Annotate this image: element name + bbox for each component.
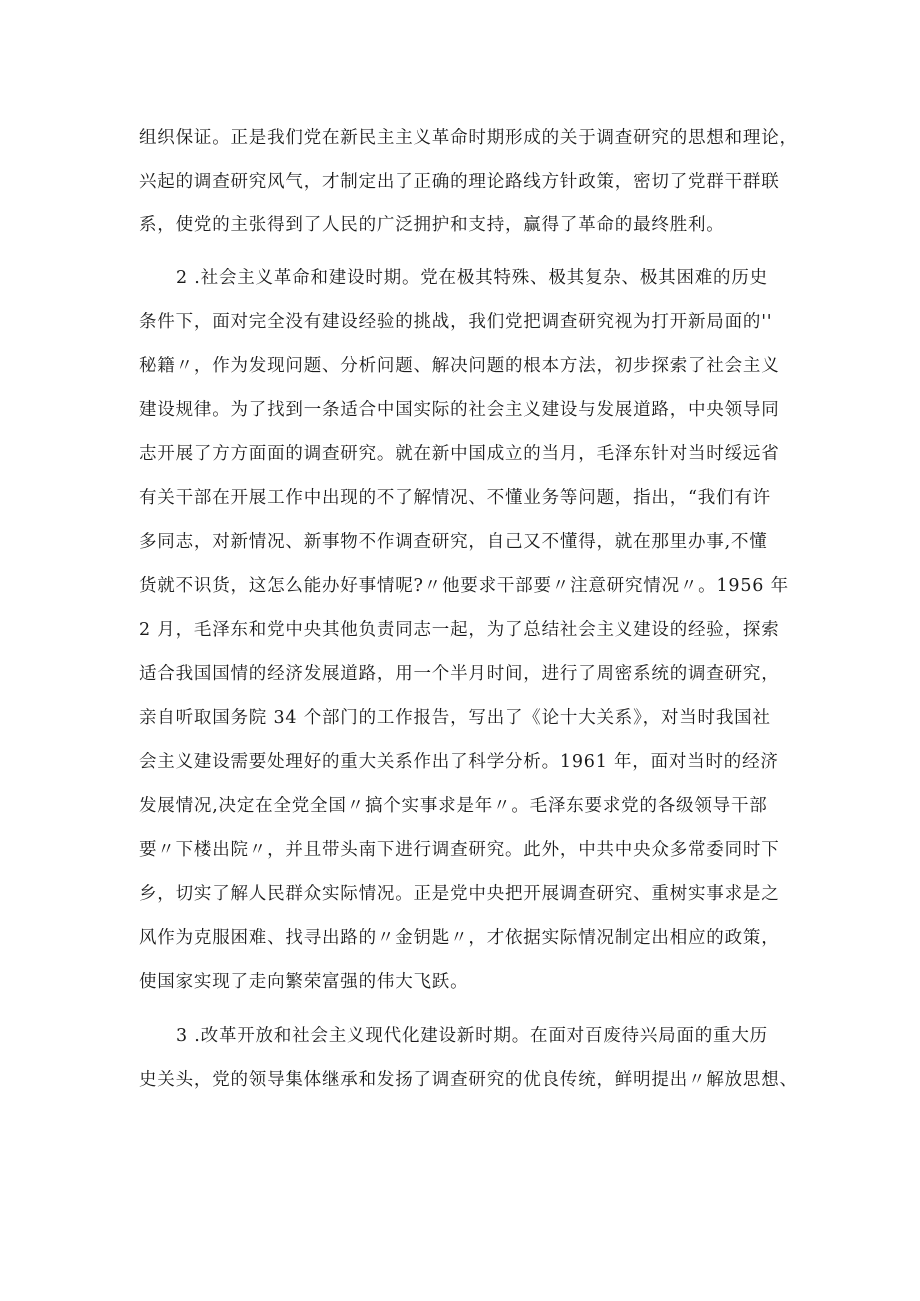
text-line: 组织保证。正是我们党在新民主主义革命时期形成的关于调查研究的思想和理论， [139,128,798,148]
text-line: 有关干部在开展工作中出现的不了解情况、不懂业务等问题，指出，“我们有许 [139,488,771,508]
text-line: 秘籍〃，作为发现问题、分析问题、解决问题的根本方法，初步探索了社会主义 [139,356,780,376]
paragraph-start-line: 2 .社会主义革命和建设时期。党在极其特殊、极其复杂、极其困难的历史 [176,268,768,288]
text-line: 会主义建设需要处理好的重大关系作出了科学分析。1961 年，面对当时的经济 [139,752,779,772]
text-line: 亲自听取国务院 34 个部门的工作报告，写出了《论十大关系》，对当时我国社 [139,708,771,728]
text-line: 货就不识货，这怎么能办好事情呢?〃他要求干部要〃注意研究情况〃。1956 年 [139,576,789,596]
text-line: 兴起的调查研究风气，才制定出了正确的理论路线方针政策，密切了党群干群联 [139,172,780,192]
text-line: 要〃下楼出院〃，并且带头南下进行调查研究。此外，中共中央众多常委同时下 [139,840,780,860]
text-line: 系，使党的主张得到了人民的广泛拥护和支持，赢得了革命的最终胜利。 [139,215,725,235]
text-line: 多同志，对新情况、新事物不作调查研究，自己又不懂得，就在那里办事,不懂 [139,532,768,552]
text-line: 条件下，面对完全没有建设经验的挑战，我们党把调查研究视为打开新局面的'' [139,312,773,332]
text-line: 适合我国国情的经济发展道路，用一个半月时间，进行了周密系统的调查研究， [139,664,780,684]
text-line: 发展情况,决定在全党全国〃搞个实事求是年〃。毛泽东要求党的各级领导干部 [139,796,768,816]
text-line: 志开展了方方面面的调查研究。就在新中国成立的当月，毛泽东针对当时绥远省 [139,444,780,464]
text-line: 使国家实现了走向繁荣富强的伟大飞跃。 [139,972,469,992]
text-line: 建设规律。为了找到一条适合中国实际的社会主义建设与发展道路，中央领导同 [139,400,780,420]
text-line: 2 月，毛泽东和党中央其他负责同志一起，为了总结社会主义建设的经验，探索 [139,620,780,640]
text-line: 乡，切实了解人民群众实际情况。正是党中央把开展调查研究、重树实事求是之 [139,884,780,904]
paragraph-start-line: 3 .改革开放和社会主义现代化建设新时期。在面对百废待兴局面的重大历 [176,1026,768,1046]
text-line: 风作为克服困难、找寻出路的〃金钥匙〃，才依据实际情况制定出相应的政策， [139,928,780,948]
text-line: 史关头，党的领导集体继承和发扬了调查研究的优良传统，鲜明提出〃解放思想、 [139,1070,798,1090]
